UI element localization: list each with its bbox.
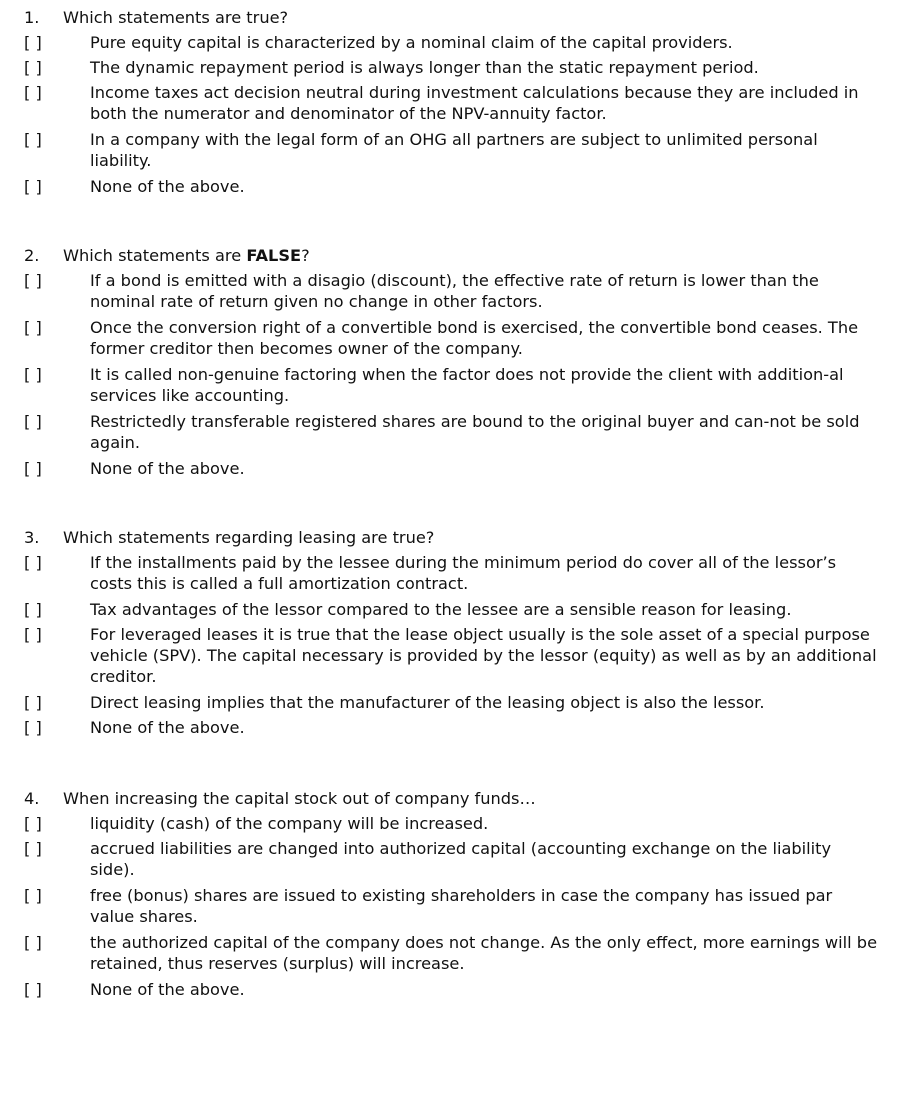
- checkbox[interactable]: [ ]: [24, 600, 42, 619]
- question-header: [24, 788, 874, 813]
- question-4: [24, 788, 878, 1004]
- question-header: [24, 527, 874, 552]
- option-4-1: [24, 813, 874, 838]
- option-text: Tax advantages of the lessor compared to the lessee are a sensible reason for leasing.: [90, 600, 792, 619]
- option-text: accrued liabilities are changed into authorized capital (accounting exchange on the liability side).: [90, 839, 832, 879]
- option-text: The dynamic repayment period is always longer than the static repayment period.: [90, 58, 759, 77]
- option-text: None of the above.: [90, 177, 245, 196]
- question-title-post: ?: [301, 246, 310, 265]
- question-number: 2.: [24, 246, 40, 265]
- checkbox[interactable]: [ ]: [24, 625, 42, 644]
- question-title-emphasis: FALSE: [246, 246, 302, 265]
- option-text: free (bonus) shares are issued to existing shareholders in case the company has issued par value shares.: [90, 886, 833, 926]
- question-1: [24, 7, 874, 201]
- question-title: When increasing the capital stock out of company funds…: [63, 789, 536, 808]
- checkbox[interactable]: [ ]: [24, 412, 42, 431]
- option-text: If the installments paid by the lessee during the minimum period do cover all of the lessor’s costs this is called a full amortization contract.: [90, 553, 837, 593]
- option-3-4: [24, 692, 874, 717]
- option-2-1: [24, 270, 874, 317]
- option-1-2: [24, 57, 874, 82]
- option-2-4: [24, 411, 874, 458]
- question-title: Which statements regarding leasing are true?: [63, 528, 435, 547]
- option-text: Income taxes act decision neutral during investment calculations because they are included in both the numerator and denominator of the NPV-annuity factor.: [90, 83, 859, 123]
- checkbox[interactable]: [ ]: [24, 83, 42, 102]
- checkbox[interactable]: [ ]: [24, 839, 42, 858]
- question-number: 4.: [24, 789, 40, 808]
- option-3-5: [24, 717, 874, 742]
- question-title-pre: Which statements are: [63, 246, 247, 265]
- question-title: Which statements are true?: [63, 8, 289, 27]
- checkbox[interactable]: [ ]: [24, 980, 42, 999]
- option-text: the authorized capital of the company does not change. As the only effect, more earnings will be retained, thus reserves (surplus) will increase.: [90, 933, 878, 973]
- option-text: liquidity (cash) of the company will be increased.: [90, 814, 489, 833]
- checkbox[interactable]: [ ]: [24, 886, 42, 905]
- option-1-5: [24, 176, 874, 201]
- checkbox[interactable]: [ ]: [24, 58, 42, 77]
- checkbox[interactable]: [ ]: [24, 33, 42, 52]
- option-text: Pure equity capital is characterized by a nominal claim of the capital providers.: [90, 33, 733, 52]
- option-text: None of the above.: [90, 980, 245, 999]
- checkbox[interactable]: [ ]: [24, 271, 42, 290]
- option-text: If a bond is emitted with a disagio (discount), the effective rate of return is lower than the nominal rate of return given no change in other factors.: [90, 271, 819, 311]
- question-number: 1.: [24, 8, 40, 27]
- option-3-1: [24, 552, 874, 599]
- checkbox[interactable]: [ ]: [24, 933, 42, 952]
- checkbox[interactable]: [ ]: [24, 130, 42, 149]
- checkbox[interactable]: [ ]: [24, 718, 42, 737]
- question-header: [24, 245, 874, 270]
- option-text: Direct leasing implies that the manufacturer of the leasing object is also the lessor.: [90, 693, 765, 712]
- option-4-2: [24, 838, 874, 885]
- option-text: It is called non-genuine factoring when the factor does not provide the client with addition-al services like accounting.: [90, 365, 844, 405]
- question-3: [24, 527, 877, 742]
- option-2-2: [24, 317, 874, 364]
- checkbox[interactable]: [ ]: [24, 177, 42, 196]
- question-title: [63, 246, 310, 265]
- question-2: [24, 245, 874, 483]
- checkbox[interactable]: [ ]: [24, 459, 42, 478]
- option-3-3: [24, 624, 877, 692]
- checkbox[interactable]: [ ]: [24, 318, 42, 337]
- option-text: None of the above.: [90, 718, 245, 737]
- option-4-4: [24, 932, 878, 979]
- option-1-3: [24, 82, 874, 129]
- option-text: Restrictedly transferable registered shares are bound to the original buyer and can-not be sold again.: [90, 412, 860, 452]
- checkbox[interactable]: [ ]: [24, 553, 42, 572]
- checkbox[interactable]: [ ]: [24, 814, 42, 833]
- option-2-3: [24, 364, 874, 411]
- option-1-1: [24, 32, 874, 57]
- option-4-5: [24, 979, 874, 1004]
- checkbox[interactable]: [ ]: [24, 365, 42, 384]
- checkbox[interactable]: [ ]: [24, 693, 42, 712]
- option-1-4: [24, 129, 874, 176]
- option-text: For leveraged leases it is true that the lease object usually is the sole asset of a special purpose vehicle (SPV). The capital necessary is provided by the lessor (equity) as well as by an additional creditor.: [90, 625, 877, 686]
- option-text: None of the above.: [90, 459, 245, 478]
- option-3-2: [24, 599, 874, 624]
- option-text: Once the conversion right of a convertible bond is exercised, the convertible bond ceases. The former creditor then becomes owner of the company.: [90, 318, 859, 358]
- option-4-3: [24, 885, 874, 932]
- option-text: In a company with the legal form of an OHG all partners are subject to unlimited personal liability.: [90, 130, 818, 170]
- option-2-5: [24, 458, 874, 483]
- question-header: [24, 7, 874, 32]
- question-number: 3.: [24, 528, 40, 547]
